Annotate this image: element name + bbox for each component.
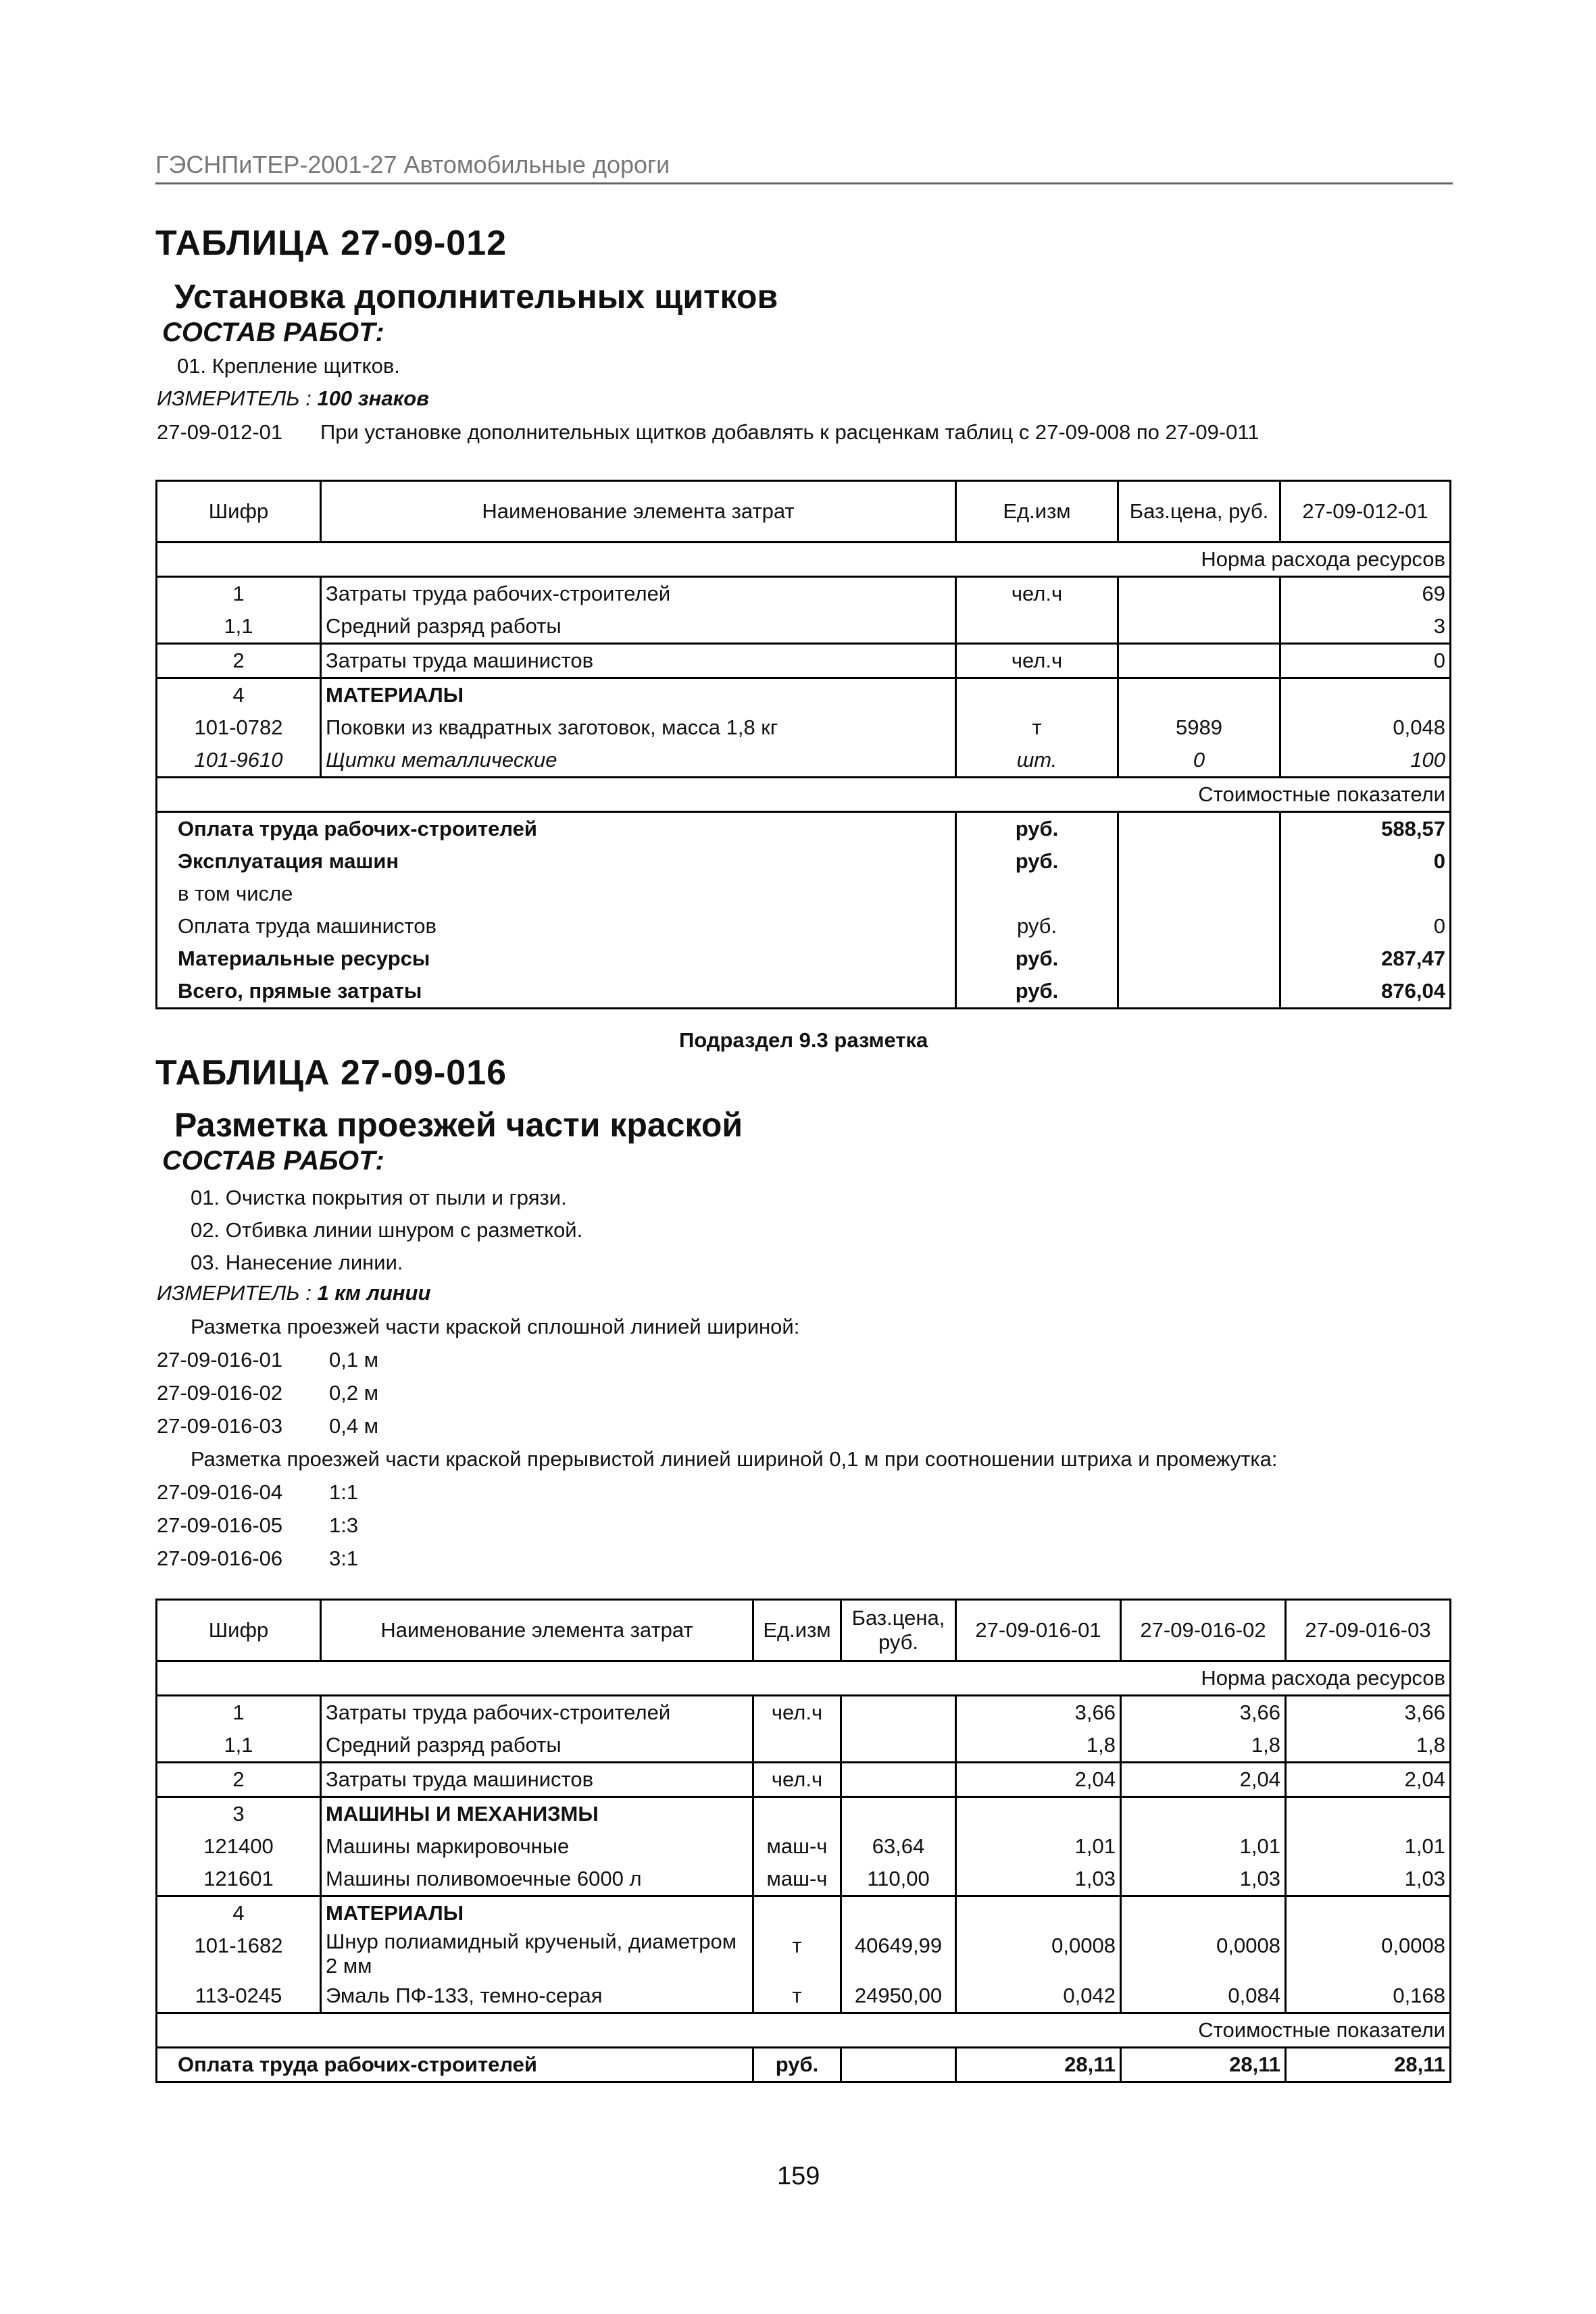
cost-name: Эксплуатация машин [178,849,399,873]
row-unit: шт. [956,744,1118,778]
row-price [841,1696,956,1730]
table-row [157,610,1451,644]
cost-unit: руб. [956,910,1118,942]
col-header-name: Наименование элемента затрат [321,1600,753,1661]
table-012-note-code: 27-09-012-01 [157,420,283,444]
row-name: Эмаль ПФ-133, темно-серая [321,1980,753,2013]
row-value-3: 3,66 [1286,1696,1451,1730]
cost-value: 0 [1280,910,1451,942]
table-016-work-2: 02. Отбивка линии шнуром с разметкой. [191,1218,583,1242]
stoim-label: Стоимостные показатели [157,2013,1451,2048]
row-value-3: 1,03 [1286,1863,1451,1896]
row-value-1: 1,03 [956,1863,1121,1896]
row-unit: чел.ч [956,644,1118,678]
table-016-izmeritel [157,1281,430,1305]
row-value-2: 1,8 [1121,1729,1286,1763]
item-value: 1:3 [329,1513,359,1537]
row-value-1: 3,66 [956,1696,1121,1730]
item-value: 0,2 м [329,1381,379,1405]
stoim-row [157,2013,1451,2048]
cost-name: Оплата труда машинистов [178,914,437,938]
cost-unit: руб. [956,845,1118,878]
row-value-2: 1,03 [1121,1863,1286,1896]
cost-value: 588,57 [1280,812,1451,846]
row-unit [956,610,1118,644]
item-value: 1:1 [329,1480,359,1504]
row-price: 110,00 [841,1863,956,1896]
col-header-unit: Ед.изм [956,481,1118,543]
table-row [157,644,1451,678]
page-number: 159 [777,2162,820,2190]
row-value-2: 1,01 [1121,1830,1286,1863]
table-016-grid [155,1599,1451,2083]
row-code: 121400 [203,1834,274,1858]
table-016-header-row [157,1600,1451,1661]
row-name: МАШИНЫ И МЕХАНИЗМЫ [321,1797,753,1831]
item-code: 27-09-016-02 [157,1381,283,1405]
cost-value [1280,878,1451,910]
table-row [157,1863,1451,1896]
row-value-1 [956,1896,1121,1930]
table-012-izmeritel [157,386,429,411]
table-012-work-1: 01. Крепление щитков. [177,354,400,378]
row-code: 101-1682 [194,1934,283,1957]
row-value-1: 2,04 [956,1763,1121,1797]
cost-row [157,845,1451,878]
norma-label: Норма расхода ресурсов [157,1661,1451,1696]
table-row [157,1763,1451,1797]
row-price [841,1797,956,1831]
row-price [841,1729,956,1763]
row-name: МАТЕРИАЛЫ [321,678,956,712]
row-value: 3 [1280,610,1451,644]
stoim-label: Стоимостные показатели [157,778,1451,812]
table-row [157,1729,1451,1763]
row-name: Средний разряд работы [321,610,956,644]
table-012-sostav: СОСТАВ РАБОТ: [162,318,384,347]
row-price [841,1896,956,1930]
cost-row [157,812,1451,846]
table-row [157,678,1451,712]
cost-unit: руб. [956,812,1118,846]
col-header-name: Наименование элемента затрат [321,481,956,543]
row-code: 101-0782 [194,715,283,739]
running-header: ГЭСНПиТЕР-2001-27 Автомобильные дороги [155,150,1453,184]
row-price: 5989 [1118,711,1280,744]
row-value-3: 1,8 [1286,1729,1451,1763]
table-012-title: ТАБЛИЦА 27-09-012 [155,224,507,263]
cost-value: 287,47 [1280,942,1451,975]
item-code: 27-09-016-05 [157,1513,283,1537]
row-price: 0 [1118,744,1280,778]
table-016-title: ТАБЛИЦА 27-09-016 [155,1053,507,1092]
row-price [1118,678,1280,712]
cost-name: Материальные ресурсы [178,947,430,970]
row-unit [753,1896,841,1930]
row-value-2: 0,084 [1121,1980,1286,2013]
cost-row [157,942,1451,975]
row-name: Поковки из квадратных заготовок, масса 1,8 кг [321,711,956,744]
item-value: 3:1 [329,1546,359,1570]
norma-label: Норма расхода ресурсов [157,543,1451,577]
table-row [157,1980,1451,2013]
cost-name: Всего, прямые затраты [178,979,422,1003]
cost-value-2: 28,11 [1121,2048,1286,2082]
item-value: 0,4 м [329,1414,379,1438]
col-header-value-1: 27-09-016-01 [956,1600,1121,1661]
row-name: МАТЕРИАЛЫ [321,1896,753,1930]
cost-row [157,2048,1451,2082]
row-value-1: 1,01 [956,1830,1121,1863]
table-row [157,1930,1451,1980]
row-name: Затраты труда рабочих-строителей [321,577,956,611]
row-value-2 [1121,1896,1286,1930]
row-code: 2 [157,644,321,678]
table-row [157,711,1451,744]
cost-unit: руб. [956,975,1118,1009]
row-unit [956,678,1118,712]
row-code: 1 [232,582,245,605]
row-price [841,1763,956,1797]
cost-value-1: 28,11 [956,2048,1121,2082]
row-code: 101-9610 [157,744,321,778]
row-value-3: 0,168 [1286,1980,1451,2013]
table-row [157,1830,1451,1863]
row-name: Затраты труда машинистов [321,644,956,678]
row-value-1: 0,0008 [956,1930,1121,1980]
row-name: Машины маркировочные [321,1830,753,1863]
row-value-3: 1,01 [1286,1830,1451,1863]
row-unit: т [753,1930,841,1980]
table-row [157,577,1451,611]
item-code: 27-09-016-04 [157,1480,283,1504]
table-016-sostav: СОСТАВ РАБОТ: [162,1146,384,1176]
item-value: 0,1 м [329,1348,379,1372]
row-value: 0 [1280,644,1451,678]
col-header-value-2: 27-09-016-02 [1121,1600,1286,1661]
item-code: 27-09-016-06 [157,1546,283,1570]
row-unit: чел.ч [753,1696,841,1730]
row-unit: маш-ч [753,1830,841,1863]
row-name: Затраты труда машинистов [321,1763,753,1797]
norma-row [157,543,1451,577]
row-name: Машины поливомоечные 6000 л [321,1863,753,1896]
col-header-unit: Ед.изм [753,1600,841,1661]
cost-name: в том числе [178,882,293,905]
table-row [157,1696,1451,1730]
cost-value: 0 [1280,845,1451,878]
izmeritel-label: ИЗМЕРИТЕЛЬ : [157,1281,311,1305]
col-header-code: Шифр [157,481,321,543]
cost-unit: руб. [956,942,1118,975]
row-value-2: 3,66 [1121,1696,1286,1730]
cost-name: Оплата труда рабочих-строителей [178,817,537,840]
row-price: 24950,00 [841,1980,956,2013]
cost-value-3: 28,11 [1286,2048,1451,2082]
col-header-price: Баз.цена, руб. [841,1600,956,1661]
row-price: 40649,99 [841,1930,956,1980]
row-value: 69 [1280,577,1451,611]
row-unit: чел.ч [956,577,1118,611]
row-name: Шнур полиамидный крученый, диаметром 2 мм [321,1930,753,1980]
row-unit: маш-ч [753,1863,841,1896]
row-code: 4 [232,1901,245,1925]
row-unit: т [956,711,1118,744]
izmeritel-label: ИЗМЕРИТЕЛЬ : [157,386,311,410]
row-value-2: 2,04 [1121,1763,1286,1797]
stoim-row [157,778,1451,812]
row-code: 3 [232,1802,245,1826]
row-value-3: 2,04 [1286,1763,1451,1797]
row-value-3 [1286,1797,1451,1831]
table-012-grid [155,480,1451,1009]
group2-label: Разметка проезжей части краской прерывистой линией шириной 0,1 м при соотношении штриха и промежутка: [191,1447,1278,1471]
row-value [1280,678,1451,712]
table-012-subtitle: Установка дополнительных щитков [174,278,778,316]
izmeritel-value: 1 км линии [317,1281,431,1305]
cost-unit [956,878,1118,910]
row-code: 4 [232,683,245,707]
col-header-code: Шифр [157,1600,321,1661]
row-name: Щитки металлические [321,744,956,778]
col-header-value-3: 27-09-016-03 [1286,1600,1451,1661]
row-value-1: 1,8 [956,1729,1121,1763]
row-value-1: 0,042 [956,1980,1121,2013]
row-price [1118,577,1280,611]
table-row [157,1797,1451,1831]
table-row [157,744,1451,778]
row-code: 1,1 [157,1729,321,1763]
row-value-1 [956,1797,1121,1831]
col-header-value: 27-09-012-01 [1280,481,1451,543]
row-code: 121601 [157,1863,321,1896]
cost-row [157,878,1451,910]
cost-unit: руб. [753,2048,841,2082]
row-value-3: 0,0008 [1286,1930,1451,1980]
row-name: Затраты труда рабочих-строителей [321,1696,753,1730]
subsection-label: Подраздел 9.3 разметка [679,1028,928,1052]
table-016-work-1: 01. Очистка покрытия от пыли и грязи. [191,1186,567,1209]
cost-name: Оплата труда рабочих-строителей [178,2053,537,2076]
row-code: 113-0245 [157,1980,321,2013]
table-012-note-text: При установке дополнительных щитков добавлять к расценкам таблиц с 27-09-008 по 27-09-011 [320,420,1260,444]
row-unit [753,1729,841,1763]
table-016-subtitle: Разметка проезжей части краской [174,1106,743,1144]
group1-label: Разметка проезжей части краской сплошной линией шириной: [191,1315,800,1338]
row-value-2 [1121,1797,1286,1831]
table-012-header-row [157,481,1451,543]
cost-row [157,975,1451,1009]
row-value-3 [1286,1896,1451,1930]
col-header-price: Баз.цена, руб. [1118,481,1280,543]
row-value-2: 0,0008 [1121,1930,1286,1980]
row-unit: т [753,1980,841,2013]
row-value: 0,048 [1280,711,1451,744]
row-code: 1,1 [157,610,321,644]
row-unit [753,1797,841,1831]
row-name: Средний разряд работы [321,1729,753,1763]
item-code: 27-09-016-03 [157,1414,283,1438]
row-price: 63,64 [841,1830,956,1863]
cost-row [157,910,1451,942]
norma-row [157,1661,1451,1696]
row-price [1118,610,1280,644]
cost-value: 876,04 [1280,975,1451,1009]
row-code: 1 [232,1701,245,1724]
item-code: 27-09-016-01 [157,1348,283,1372]
table-016-work-3: 03. Нанесение линии. [191,1251,403,1274]
izmeritel-value: 100 знаков [317,386,429,410]
row-code: 2 [157,1763,321,1797]
table-row [157,1896,1451,1930]
row-value: 100 [1280,744,1451,778]
row-unit: чел.ч [753,1763,841,1797]
row-price [1118,644,1280,678]
